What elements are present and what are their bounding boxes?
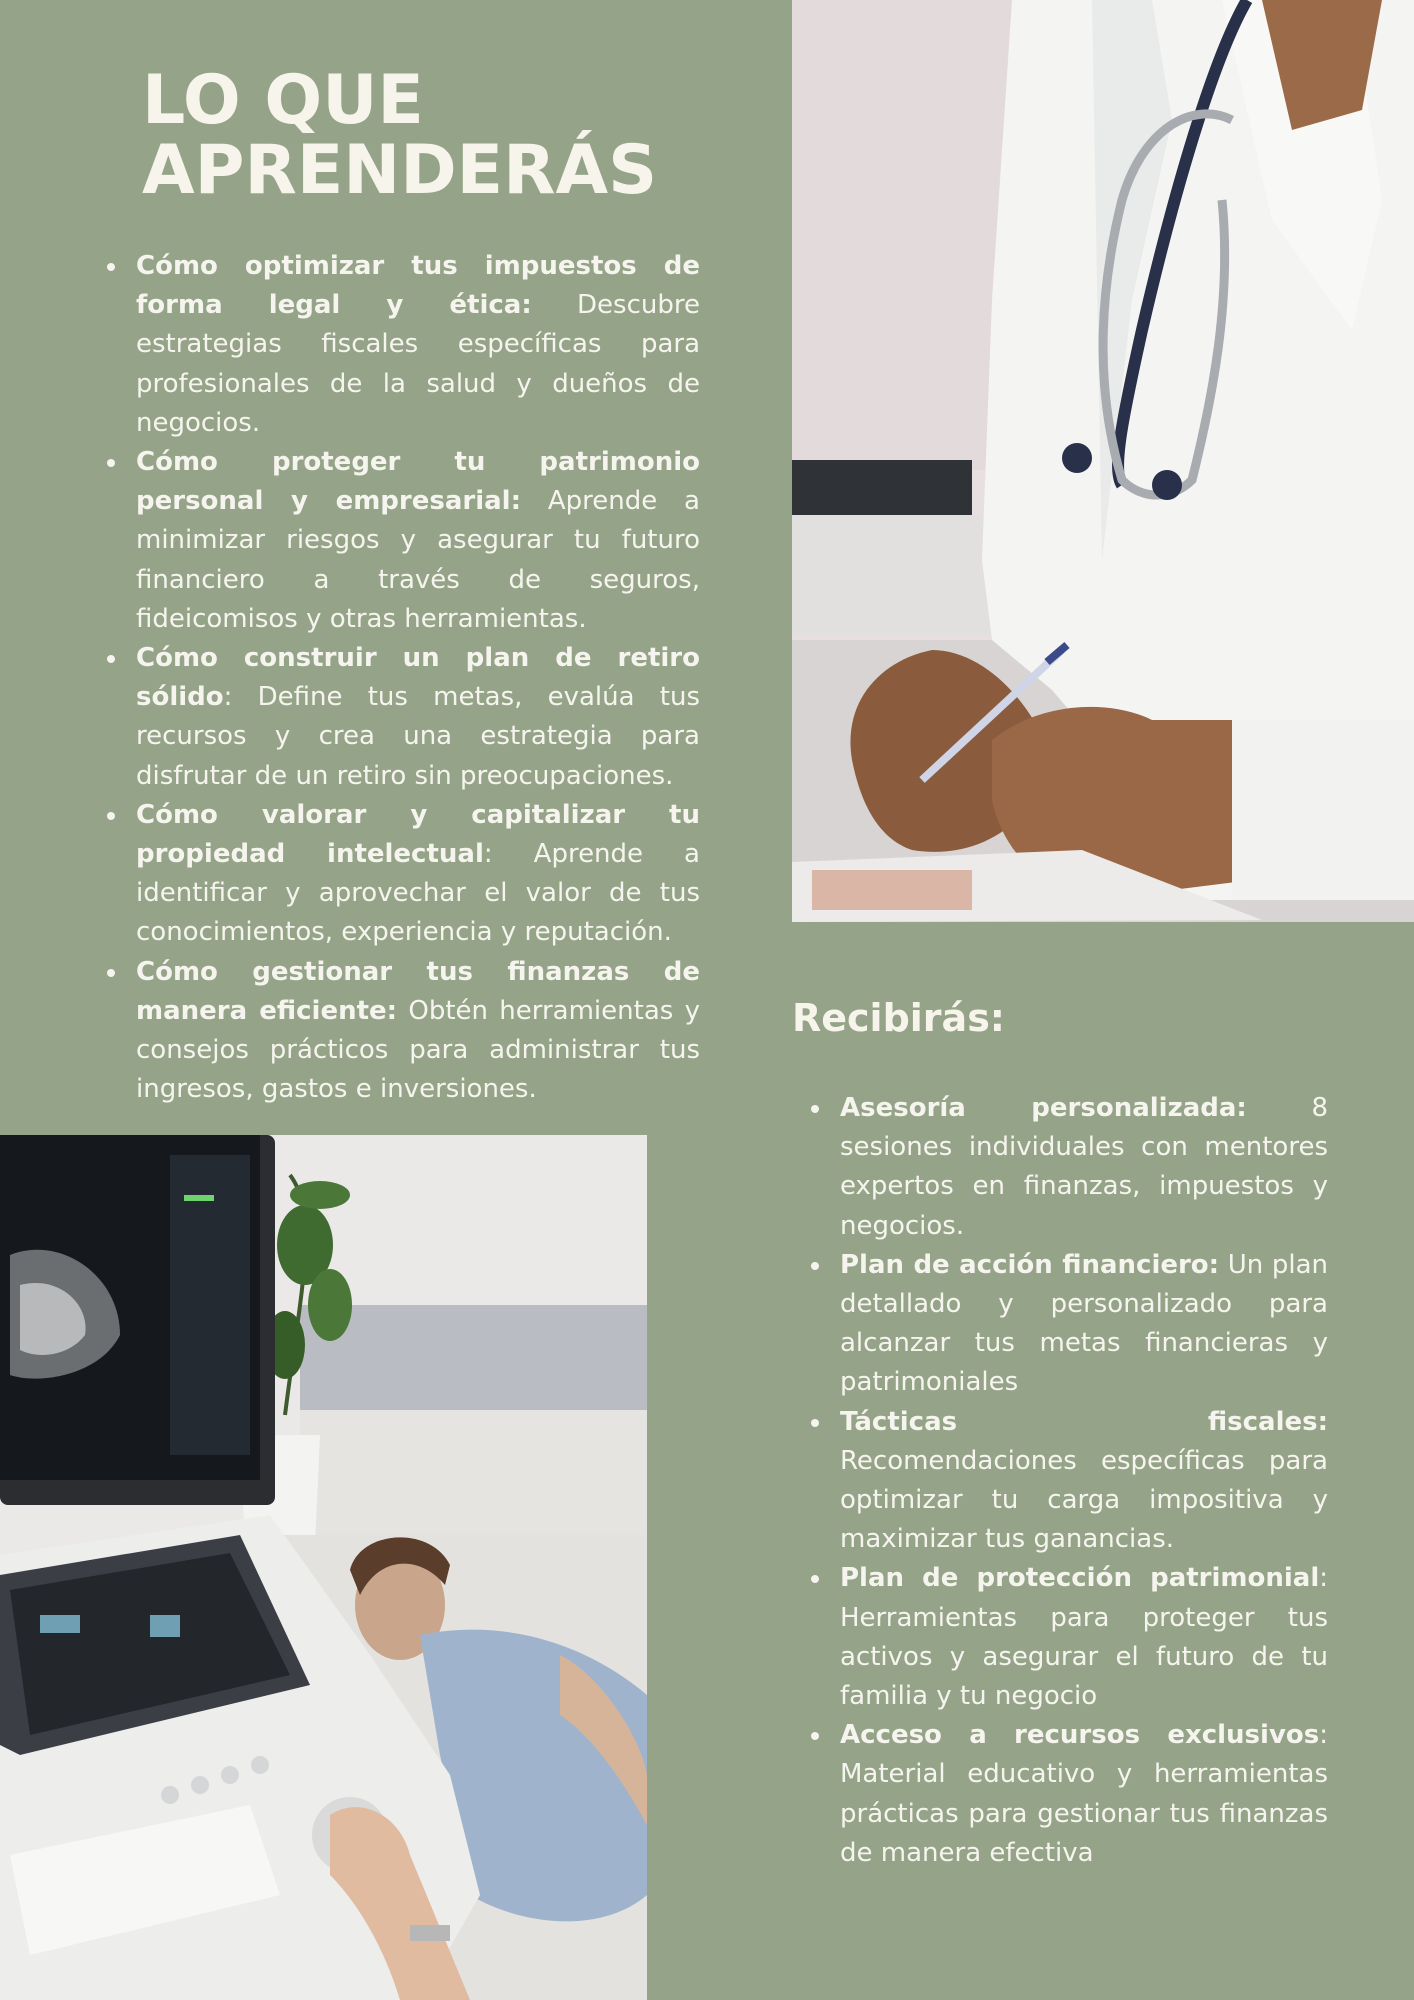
item-text: : Herramientas para proteger tus activos y asegurar el futuro de tu familia y tu negocio [840,1563,1328,1712]
item-heading: Cómo optimizar tus impuestos de forma legal y ética: [136,251,700,321]
list-item [102,247,700,443]
item-heading: Plan de acción financiero: [840,1249,1220,1280]
learn-list [102,247,700,1109]
item-text: : Material educativo y herramientas prácticas para gestionar tus finanzas de manera efectiva [840,1720,1328,1868]
list-item [806,1089,1328,1246]
title-line-2: APRENDERÁS [142,131,658,210]
list-item [806,1403,1328,1560]
item-heading: Cómo proteger tu patrimonio personal y empresarial: [136,447,700,517]
item-heading: Tácticas fiscales: [840,1406,1328,1437]
list-item [102,443,700,639]
receive-list [806,1089,1328,1873]
item-heading: Cómo gestionar tus finanzas de manera eficiente: [136,956,700,1026]
title-line-1: LO QUE [142,61,424,140]
ultrasound-photo [0,1135,647,2000]
list-item [806,1716,1328,1873]
doctor-illustration [792,0,1414,922]
item-text: Un plan detallado y personalizado para alcanzar tus metas financieras y patrimoniales [840,1249,1328,1398]
item-text: Recomendaciones específicas para optimizar tu carga impositiva y maximizar tus ganancias. [840,1445,1328,1555]
page-title [142,61,742,210]
item-text: Aprende a minimizar riesgos y asegurar tu futuro financiero a través de seguros, fideicomisos y otras herramientas. [136,486,700,634]
list-item [102,953,700,1110]
item-heading: Acceso a recursos exclusivos [840,1720,1320,1751]
item-heading: Plan de protección patrimonial [840,1563,1320,1594]
list-item [806,1559,1328,1716]
list-item [102,796,700,953]
item-text: : Define tus metas, evalúa tus recursos y crea una estrategia para disfrutar de un retiro sin preocupaciones. [136,682,700,791]
list-item [806,1246,1328,1403]
item-heading: Asesoría personalizada: [840,1093,1247,1123]
ultrasound-illustration [0,1135,647,2000]
receive-title: Recibirás: [792,996,1006,1040]
item-text: Descubre estrategias fiscales específicas para profesionales de la salud y dueños de negocios. [136,290,700,438]
item-heading: Cómo valorar y capitalizar tu propiedad intelectual [136,799,700,870]
item-text: 8 sesiones individuales con mentores expertos en finanzas, impuestos y negocios. [840,1093,1329,1241]
item-heading: Cómo construir un plan de retiro sólido [136,643,700,713]
item-text: Obtén herramientas y consejos prácticos para administrar tus ingresos, gastos e inversiones. [136,995,700,1105]
list-item [102,639,700,796]
doctor-photo [792,0,1414,922]
item-text: : Aprende a identificar y aprovechar el valor de tus conocimientos, experiencia y reputación. [136,839,700,948]
